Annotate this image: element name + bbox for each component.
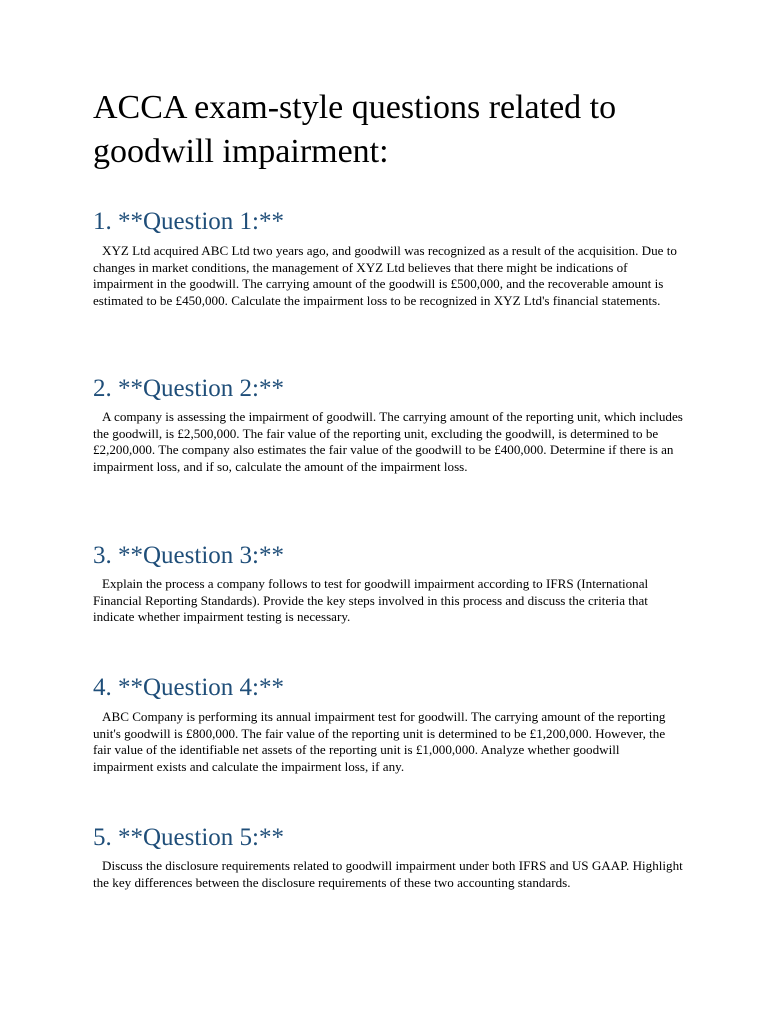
question-5-heading: 5. **Question 5:** [93, 824, 284, 851]
question-1-heading: 1. **Question 1:** [93, 208, 284, 235]
question-3-heading: 3. **Question 3:** [93, 542, 284, 569]
question-1-body: XYZ Ltd acquired ABC Ltd two years ago, and goodwill was recognized as a result of the acquisition. Due to changes in market conditions, the management of XYZ Ltd believes that there might be indications of impairment in the goodwill. The carrying amount of the goodwill is £500,000, and the recoverable amount is estimated to be £450,000. Calculate the impairment loss to be recognized in XYZ Ltd's financial statements. [93, 243, 677, 308]
question-4-heading: 4. **Question 4:** [93, 674, 284, 701]
document-title: ACCA exam-style questions related to goodwill impairment: [93, 89, 617, 170]
question-5-body: Discuss the disclosure requirements related to goodwill impairment under both IFRS and US GAAP. Highlight the key differences between the disclosure requirements of these two accounting standards. [93, 858, 683, 890]
question-3-body: Explain the process a company follows to test for goodwill impairment according to IFRS (International Financial Reporting Standards). Provide the key steps involved in this process and discuss the criteria that indicate whether impairment testing is necessary. [93, 576, 649, 625]
question-2-body: A company is assessing the impairment of goodwill. The carrying amount of the reporting unit, which includes the goodwill, is £2,500,000. The fair value of the reporting unit, excluding the goodwill, is determined to be £2,200,000. The company also estimates the fair value of the goodwill to be £400,000. Determine if there is an impairment loss, and if so, calculate the amount of the impairment loss. [93, 409, 683, 474]
question-4-body: ABC Company is performing its annual impairment test for goodwill. The carrying amount of the reporting unit's goodwill is £800,000. The fair value of the reporting unit is determined to be £1,200,000. However, the fair value of the identifiable net assets of the reporting unit is £1,000,000. Analyze whether goodwill impairment exists and calculate the impairment loss, if any. [93, 709, 666, 774]
question-2-heading: 2. **Question 2:** [93, 375, 284, 402]
